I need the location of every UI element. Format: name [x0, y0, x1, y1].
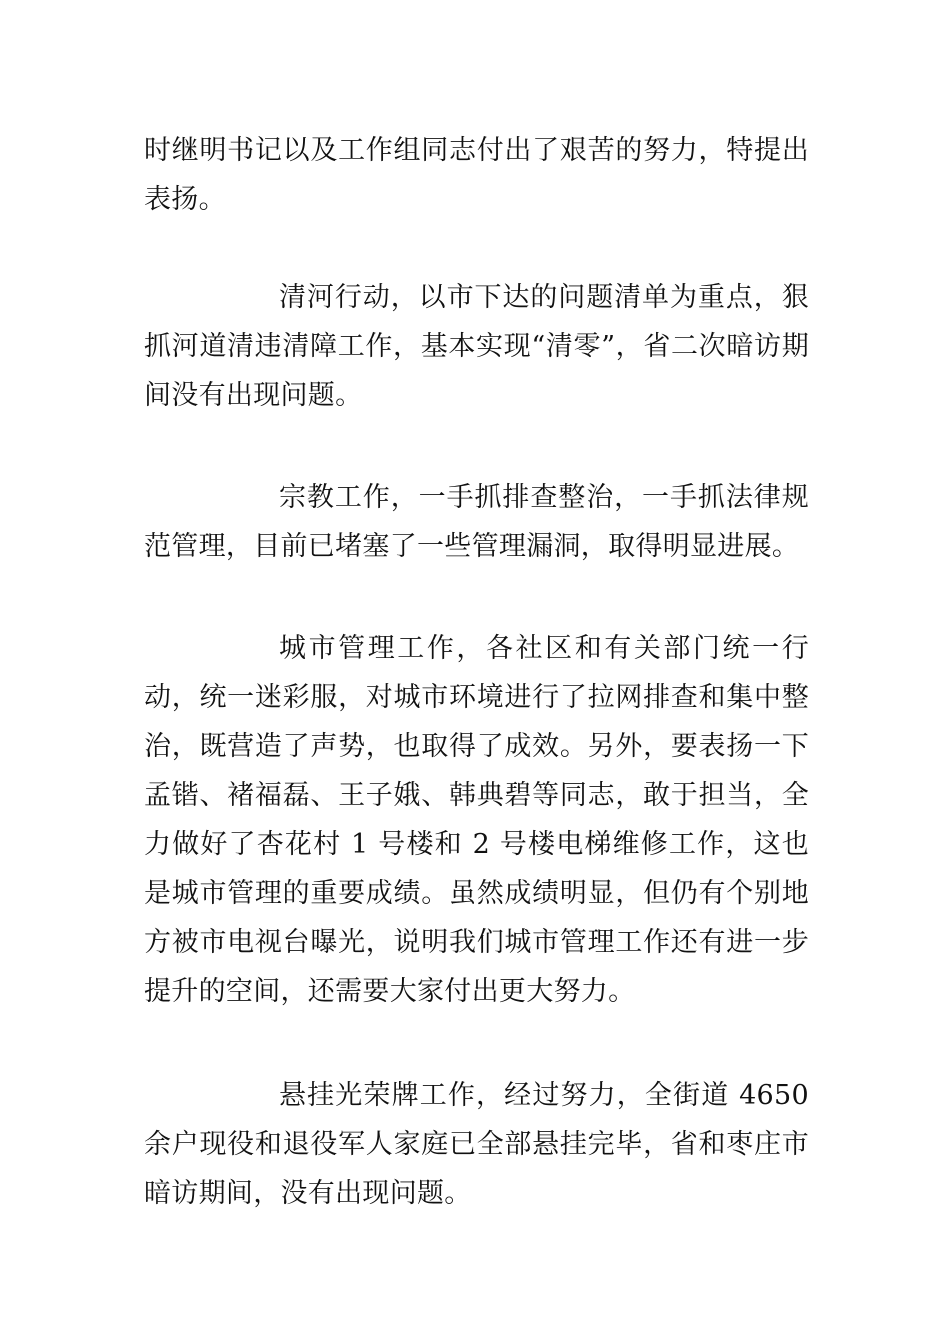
paragraph-continuation: 时继明书记以及工作组同志付出了艰苦的努力，特提出表扬。 — [144, 135, 809, 215]
paragraph-city-management: 城市管理工作，各社区和有关部门统一行动，统一迷彩服，对城市环境进行了拉网排查和集中整治，既营造了声势，也取得了成效。另外，要表扬一下孟锴、褚福磊、王子娥、韩典碧等同志，敢于担当，全力做好了杏花村 1 号楼和 2 号楼电梯维修工作，这也是城市管理的重要成绩。虽然成绩明显，但仍有个别地方被市电视台曝光，说明我们城市管理工作还有进一步提升的空间，还需要大家付出更大努力。 — [144, 633, 809, 1007]
paragraph-river-cleanup: 清河行动，以市下达的问题清单为重点，狠抓河道清违清障工作，基本实现“清零”，省二次暗访期间没有出现问题。 — [144, 282, 809, 411]
paragraph-religion-work: 宗教工作，一手抓排查整治，一手抓法律规范管理，目前已堵塞了一些管理漏洞，取得明显进展。 — [144, 482, 809, 562]
paragraph-honor-plaque: 悬挂光荣牌工作，经过努力，全街道 4650 余户现役和退役军人家庭已全部悬挂完毕，省和枣庄市暗访期间，没有出现问题。 — [144, 1080, 809, 1209]
